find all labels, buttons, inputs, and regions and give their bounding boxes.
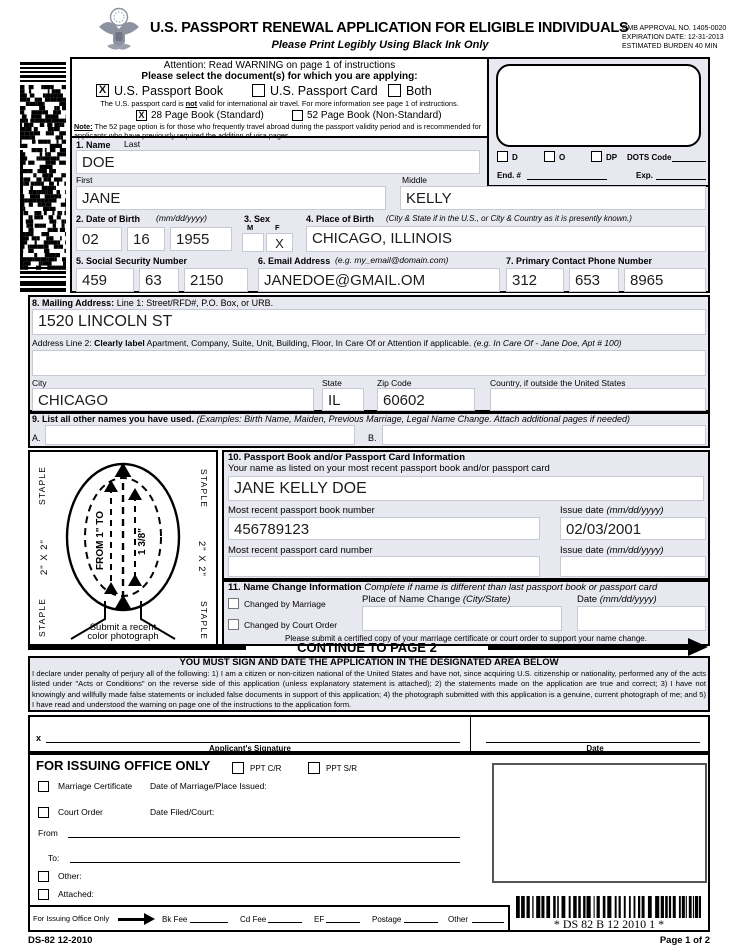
s11-title: 11. Name Change Information Complete if name is different than last passport book or passport card [228, 582, 658, 593]
country-field[interactable] [490, 388, 706, 411]
court-order-checkbox[interactable] [38, 807, 49, 818]
applicant-signature-line[interactable] [46, 730, 460, 743]
s6-label: 6. Email Address [258, 256, 331, 266]
s8-line1-label: 8. Mailing Address: Line 1: Street/RFD#, P.O. Box, or URB. [32, 298, 274, 308]
s10-title: 10. Passport Book and/or Passport Card Information [228, 452, 466, 463]
s4-hint: (City & State if in the U.S., or City & Country as it is presently known.) [386, 214, 632, 223]
card-number-field[interactable] [228, 556, 540, 577]
book-28page-checkbox[interactable]: X [136, 110, 147, 121]
cd-fee-line[interactable] [268, 910, 302, 923]
staple-top-left: STAPLE [37, 465, 47, 505]
ssn-part1-field[interactable]: 459 [76, 268, 134, 292]
other-name-a-field[interactable] [45, 425, 355, 445]
marriage-date-label: Date of Marriage/Place Issued: [150, 781, 267, 791]
form-barcode-text: * DS 82 B 12 2010 1 * [553, 917, 665, 931]
card-issue-label: Issue date (mm/dd/yyyy) [560, 545, 664, 556]
footer-form-number: DS-82 12-2010 [28, 935, 93, 946]
s7-label: 7. Primary Contact Phone Number [506, 256, 653, 266]
photo-size-left: 2" X 2" [39, 539, 50, 575]
email-field[interactable]: JANEDOE@GMAIL.OM [258, 268, 500, 292]
from-line[interactable] [68, 825, 460, 838]
exp-line[interactable] [656, 167, 706, 180]
s9-b-label: B. [368, 433, 377, 443]
ppt-cr-label: PPT C/R [250, 764, 282, 773]
ppt-cr-checkbox[interactable] [232, 762, 244, 774]
s9-a-label: A. [32, 433, 41, 443]
other-label: Other: [58, 871, 82, 881]
fee-strip-label: For Issuing Office Only [33, 914, 110, 923]
ppt-sr-label: PPT S/R [326, 764, 357, 773]
postage-line[interactable] [404, 910, 438, 923]
photo-caption-line2: color photograph [87, 631, 159, 642]
dots-d-checkbox[interactable] [497, 151, 508, 162]
from-label: From [38, 828, 58, 838]
name-change-date-field[interactable] [577, 606, 706, 631]
exp-label: Exp. [636, 171, 653, 180]
s3-label: 3. Sex [244, 214, 271, 224]
zip-label: Zip Code [377, 378, 412, 388]
card-air-travel-note: The U.S. passport card is not valid for international air travel. For more information see page 1 of instructions. [100, 99, 459, 108]
photo-head-range-from: FROM 1" TO [95, 510, 106, 570]
fee-arrowhead-icon [144, 913, 155, 925]
s10-subtitle: Your name as listed on your most recent passport book and/or passport card [228, 463, 550, 474]
52page-note: Note: The 52 page option is for those who frequently travel abroad during the passport validity period and is recommended for applicants who have previously required the addition of visa pages. [74, 122, 482, 141]
passport-card-label: U.S. Passport Card [270, 84, 378, 98]
address-line1-field[interactable]: 1520 LINCOLN ST [32, 309, 706, 335]
first-name-field[interactable]: JANE [76, 186, 386, 210]
bk-fee-label: Bk Fee [162, 915, 188, 924]
signature-x-mark: x [36, 733, 42, 743]
dots-dp-checkbox[interactable] [591, 151, 602, 162]
postage-label: Postage [372, 915, 402, 924]
passport-book-label: U.S. Passport Book [114, 84, 224, 98]
city-label: City [32, 378, 47, 388]
book-52page-label: 52 Page Book (Non-Standard) [307, 110, 442, 121]
to-line[interactable] [70, 850, 460, 863]
issuing-office-title: FOR ISSUING OFFICE ONLY [36, 758, 211, 773]
s1-last-label: Last [124, 139, 141, 149]
sex-m-field[interactable] [242, 233, 264, 252]
form-subtitle: Please Print Legibly Using Black Ink Only [271, 39, 489, 51]
banner-bar-right [488, 644, 688, 650]
ssn-part2-field[interactable]: 63 [139, 268, 179, 292]
changed-by-marriage-checkbox[interactable] [228, 598, 239, 609]
staple-bottom-right: STAPLE [199, 601, 209, 641]
both-checkbox[interactable] [388, 84, 401, 97]
dob-month-field[interactable]: 02 [76, 227, 122, 251]
end-number-line[interactable] [527, 167, 607, 180]
form-title: U.S. PASSPORT RENEWAL APPLICATION FOR ELIGIBLE INDIVIDUALS [150, 20, 629, 36]
s2-label: 2. Date of Birth [76, 214, 141, 224]
footer-page-number: Page 1 of 2 [659, 935, 710, 946]
dots-code-label: DOTS Code [627, 153, 672, 162]
changed-by-marriage-label: Changed by Marriage [244, 599, 326, 609]
office-rounded-field[interactable] [496, 64, 701, 147]
photo-guide-graphic [31, 453, 215, 643]
signature-date-line[interactable] [486, 730, 700, 743]
attached-checkbox[interactable] [38, 889, 49, 900]
ppt-sr-checkbox[interactable] [308, 762, 320, 774]
s6-hint: (e.g. my_email@domain.com) [335, 255, 449, 265]
changed-by-court-checkbox[interactable] [228, 619, 239, 630]
photo-size-right: 2" X 2" [196, 541, 207, 577]
signature-date-label: Date [586, 744, 604, 753]
marriage-certificate-checkbox[interactable] [38, 781, 49, 792]
marriage-certificate-label: Marriage Certificate [58, 781, 133, 791]
passport-book-checkbox[interactable]: X [96, 84, 109, 97]
middle-name-field[interactable]: KELLY [400, 186, 706, 210]
declaration-body: I declare under penalty of perjury all of the following: 1) I am a citizen or non-citizen national of the United States and have not, since acquiring U.S. citizenship or nationality, performed any of the acts listed under "Acts or Conditions" on the reverse side of this application (unless explanatory statement is attached); 2) the statements made on the application are true and correct; 3) I have not knowingly and willfully made false statements or included false documents in support of this application; 4) the photograph submitted with this application is a genuine, current photograph of me; and 5) I have read and understood the warning on page one of the instructions to the application form. [32, 669, 706, 710]
dob-year-field[interactable]: 1955 [170, 227, 232, 251]
great-seal-logo [97, 6, 145, 53]
other-checkbox[interactable] [38, 871, 49, 882]
to-label: To: [48, 853, 60, 863]
place-of-birth-field[interactable]: CHICAGO, ILLINOIS [306, 226, 706, 252]
phone-part1-field[interactable]: 312 [506, 268, 564, 292]
omb-approval: OMB APPROVAL NO. 1405-0020 [622, 25, 727, 32]
photo-head-range-to: 1 3/8" [137, 528, 148, 555]
card-note-not: not [185, 99, 198, 108]
s1-middle-label: Middle [402, 175, 428, 185]
zip-field[interactable]: 60602 [377, 388, 475, 411]
form-1d-barcode [516, 896, 702, 918]
end-number-label: End. # [497, 171, 522, 180]
place-of-name-change-field[interactable] [362, 606, 562, 631]
book-28page-label: 28 Page Book (Standard) [151, 110, 264, 121]
attention-line1: Attention: Read WARNING on page 1 of instructions [163, 60, 396, 71]
ssn-part3-field[interactable]: 2150 [184, 268, 248, 292]
state-field[interactable]: IL [322, 388, 364, 411]
changed-by-court-label: Changed by Court Order [244, 620, 338, 630]
s4-label: 4. Place of Birth [306, 214, 375, 224]
s2-hint: (mm/dd/yyyy) [156, 213, 207, 223]
omb-burden: ESTIMATED BURDEN 40 MIN [622, 43, 718, 50]
dots-dp-label: DP [606, 153, 618, 162]
applicant-signature-label: Applicant's Signature [209, 744, 291, 753]
sex-m-label: M [247, 223, 254, 232]
both-label: Both [406, 84, 432, 98]
photo-caption-line1: Submit a recent [89, 622, 157, 633]
staple-top-right: STAPLE [199, 469, 209, 509]
s1-label: 1. Name [76, 140, 111, 150]
ef-label: EF [314, 915, 325, 924]
staple-bottom-left: STAPLE [37, 597, 47, 637]
phone-part2-field[interactable]: 653 [569, 268, 619, 292]
card-number-label: Most recent passport card number [228, 545, 373, 556]
dots-o-checkbox[interactable] [544, 151, 555, 162]
country-label: Country, if outside the United States [490, 378, 626, 388]
dots-o-label: O [559, 153, 566, 162]
fee-arrow-shaft [118, 918, 144, 921]
signature-divider [470, 715, 471, 753]
note-label: Note: [74, 122, 93, 131]
dots-code-line[interactable] [672, 149, 706, 162]
attention-line2: Please select the document(s) for which you are applying: [141, 71, 418, 82]
last-name-field[interactable]: DOE [76, 150, 480, 174]
phone-part3-field[interactable]: 8965 [624, 268, 706, 292]
s1-first-label: First [76, 175, 93, 185]
sex-f-label: F [275, 223, 280, 232]
place-of-name-change-label: Place of Name Change (City/State) [362, 594, 511, 605]
s11-footer-note: Please submit a certified copy of your marriage certificate or court order to support your name change. [285, 634, 647, 643]
declaration-title: YOU MUST SIGN AND DATE THE APPLICATION IN THE DESIGNATED AREA BELOW [179, 657, 559, 668]
city-field[interactable]: CHICAGO [32, 388, 314, 411]
omb-expiration: EXPIRATION DATE: 12-31-2013 [622, 34, 724, 41]
book-number-field[interactable]: 456789123 [228, 517, 540, 540]
office-use-blank-box[interactable] [492, 763, 707, 883]
passport-card-checkbox[interactable] [252, 84, 265, 97]
banner-bar-left [28, 644, 246, 650]
other-name-b-field[interactable] [382, 425, 706, 445]
continue-banner-text: CONTINUE TO PAGE 2 [297, 640, 437, 655]
state-label: State [322, 378, 342, 388]
court-date-label: Date Filed/Court: [150, 807, 215, 817]
ef-line[interactable] [326, 910, 360, 923]
dots-d-label: D [512, 153, 518, 162]
other-fee-label: Other [448, 915, 469, 924]
book-number-label: Most recent passport book number [228, 505, 375, 516]
s9-label: 9. List all other names you have used. (Examples: Birth Name, Maiden, Previous Marriage, Legal Name Change. Attach additional pages if needed) [32, 414, 630, 424]
book-52page-checkbox[interactable] [292, 110, 303, 121]
cd-fee-label: Cd Fee [240, 915, 267, 924]
name-change-date-label: Date (mm/dd/yyyy) [577, 594, 657, 605]
dob-day-field[interactable]: 16 [127, 227, 165, 251]
attached-label: Attached: [58, 889, 94, 899]
sex-f-field[interactable]: X [266, 233, 293, 252]
previous-name-field[interactable]: JANE KELLY DOE [228, 476, 704, 501]
pdf417-barcode [20, 62, 66, 292]
bk-fee-line[interactable] [190, 910, 228, 923]
s8-line2-label: Address Line 2: Clearly label Apartment, Company, Suite, Unit, Building, Floor, In Care Of or Attention if applicable. (e.g. In Care Of - Jane Doe, Apt # 100) [32, 338, 622, 348]
book-issue-label: Issue date (mm/dd/yyyy) [560, 505, 664, 516]
card-issue-date-field[interactable] [560, 556, 706, 577]
court-order-label: Court Order [58, 807, 103, 817]
s5-label: 5. Social Security Number [76, 256, 188, 266]
book-issue-date-field[interactable]: 02/03/2001 [560, 517, 706, 540]
address-line2-field[interactable] [32, 350, 706, 376]
banner-arrowhead-icon [688, 638, 708, 656]
other-fee-line[interactable] [472, 910, 504, 923]
